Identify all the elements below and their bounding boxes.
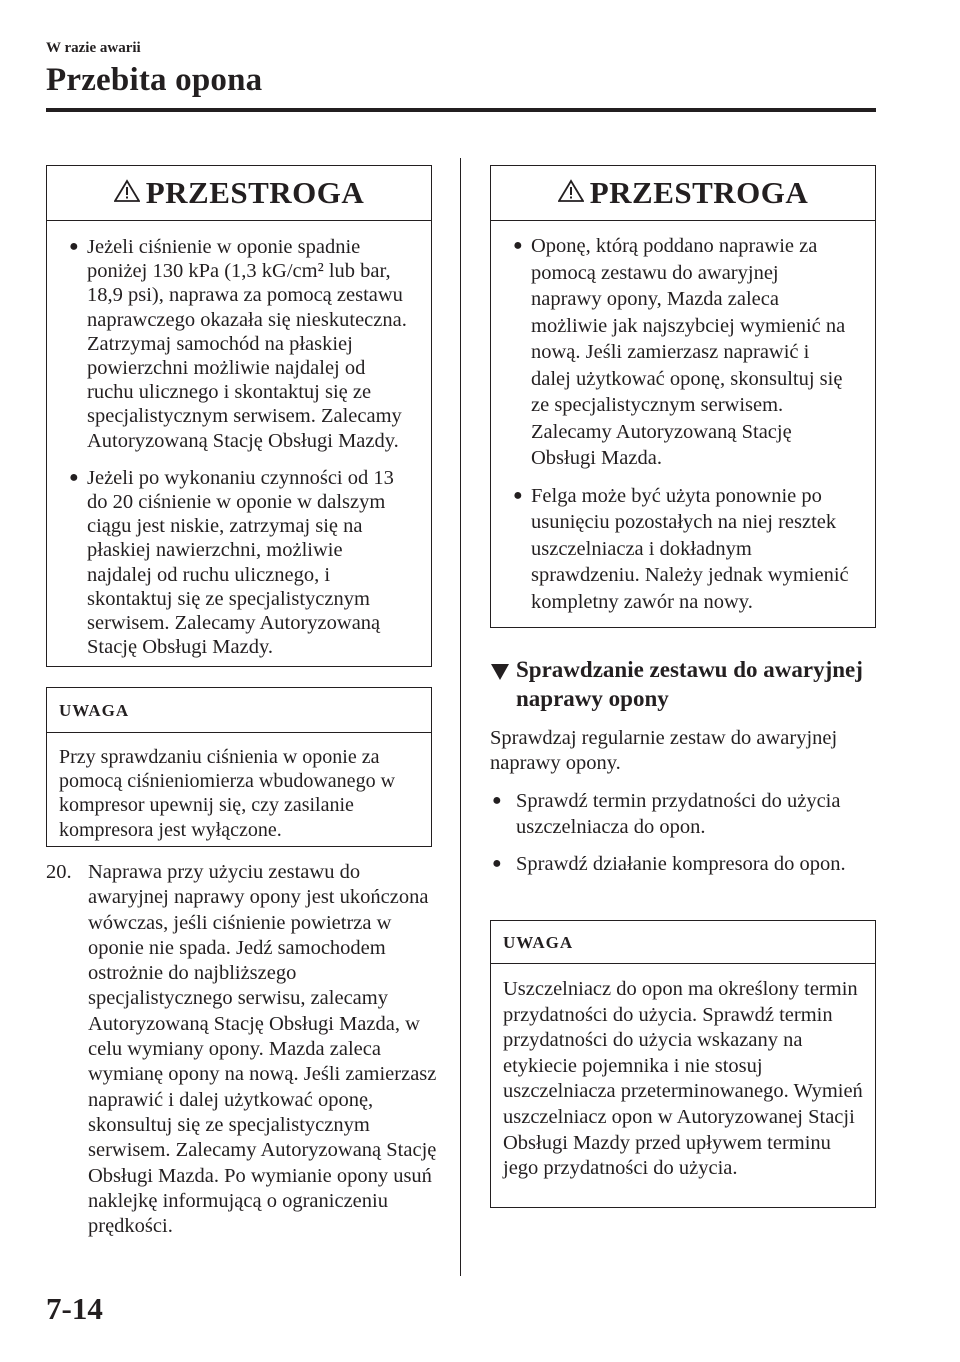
page-title: Przebita opona [46, 62, 263, 98]
intro-paragraph: Sprawdzaj regularnie zestaw do awaryjnej naprawy opony. [490, 727, 838, 774]
caution-item: ● Jeżeli ciśnienie w oponie spadnie poniżej 130 kPa (1,3 kG/cm² lub bar, 18,9 psi), naprawa za pomocą zestawu naprawczego okazała się nieskuteczna. Zatrzymaj samochód na płaskiej powierzchni możliwie najdalej od ruchu ulicznego i skontaktuj się ze specjalistycznym serwisem. Zalecamy Autoryzowaną Stację Obsługi Mazdy. [69, 236, 407, 452]
section-label: W razie awarii [46, 40, 141, 56]
caution-title: PRZESTROGA [589, 175, 809, 210]
caution-title: PRZESTROGA [145, 175, 365, 210]
caution-item: ● Oponę, którą poddano naprawie za pomocą zestawu do awaryjnej naprawy opony, Mazda zaleca możliwie jak najszybciej wymienić na nową. Jeśli zamierzasz naprawić i dalej użytkować oponę, skonsultuj się ze specjalistycznym serwisem. Zalecamy Autoryzowaną Stację Obsługi Mazda. [513, 235, 846, 469]
bullet-icon: ● [513, 486, 523, 504]
note-box-right [490, 920, 876, 1208]
caution-item: ● Jeżeli po wykonaniu czynności od 13 do 20 ciśnienie w oponie w dalszym ciągu jest niskie, zatrzymaj się na płaskiej nawierzchni, możliwie najdalej od ruchu ulicznego, i skontaktuj się ze specjalistycznym serwisem. Zalecamy Autoryzowaną Stację Obsługi Mazdy. [69, 466, 394, 659]
bullet-icon: ● [513, 237, 523, 254]
note-header: UWAGA [47, 688, 431, 733]
caution-item: ● Felga może być użyta ponownie po usunięciu pozostałych na niej resztek uszczelniacza i dokładnym sprawdzeniu. Należy jednak wymienić kompletny zawór na nowy. [513, 484, 849, 613]
warning-triangle-icon [558, 166, 584, 220]
triangle-down-icon [490, 659, 510, 688]
step-text: Naprawa przy użyciu zestawu do awaryjnej naprawy opony jest ukończona wówczas, jeśli ciśnienie powietrza w oponie nie spada. Jedź samochodem ostrożnie do najbliższego specjalistycznego serwisu, zalecamy Autoryzowaną Stację Obsługi Mazda, w celu wymiany opony. Mazda zaleca wymianę opony na nową. Jeśli zamierzasz naprawić i dalej użytkować oponę, skonsultuj się ze specjalistycznym serwisem. Zalecamy Autoryzowaną Stację Obsługi Mazda. Po wymianie opony usuń naklejkę informującą o ograniczeniu prędkości. [88, 861, 437, 1238]
column-divider [460, 158, 461, 1276]
caution-header [47, 166, 431, 221]
page-number: 7-14 [46, 1291, 103, 1326]
note-header: UWAGA [491, 921, 875, 964]
bullet-icon: ● [492, 792, 502, 809]
caution-box-left [46, 165, 432, 667]
step-number: 20. [46, 861, 72, 883]
note-box-left [46, 687, 432, 847]
note-text: Uszczelniacz do opon ma określony termin przydatności do użycia. Sprawdź termin przydatności do użycia wskazany na etykiecie pojemnika i nie stosuj uszczelniacza przeterminowanego. Wymień uszczelniacz opon w Autoryzowanej Stacji Obsługi Mazdy przed upływem terminu jego przydatności do użycia. [503, 978, 863, 1180]
bullet-icon: ● [492, 855, 502, 872]
title-rule [46, 108, 876, 112]
caution-list [491, 221, 875, 615]
caution-header [491, 166, 875, 221]
check-item: ● Sprawdź termin przydatności do użycia uszczelniacza do opon. [492, 790, 841, 838]
check-list [490, 788, 880, 877]
bullet-icon: ● [69, 468, 79, 486]
note-text: Przy sprawdzaniu ciśnienia w oponie za pomocą ciśnieniomierza wbudowanego w kompresor upewnij się, czy zasilanie kompresora jest wyłączone. [59, 746, 396, 841]
caution-list [47, 221, 431, 659]
warning-triangle-icon [114, 166, 140, 220]
check-item: ● Sprawdź działanie kompresora do opon. [492, 853, 846, 875]
bullet-icon: ● [69, 238, 79, 255]
section-heading-text: Sprawdzanie zestawu do awaryjnej naprawy opony [516, 657, 863, 711]
caution-box-right [490, 165, 876, 628]
